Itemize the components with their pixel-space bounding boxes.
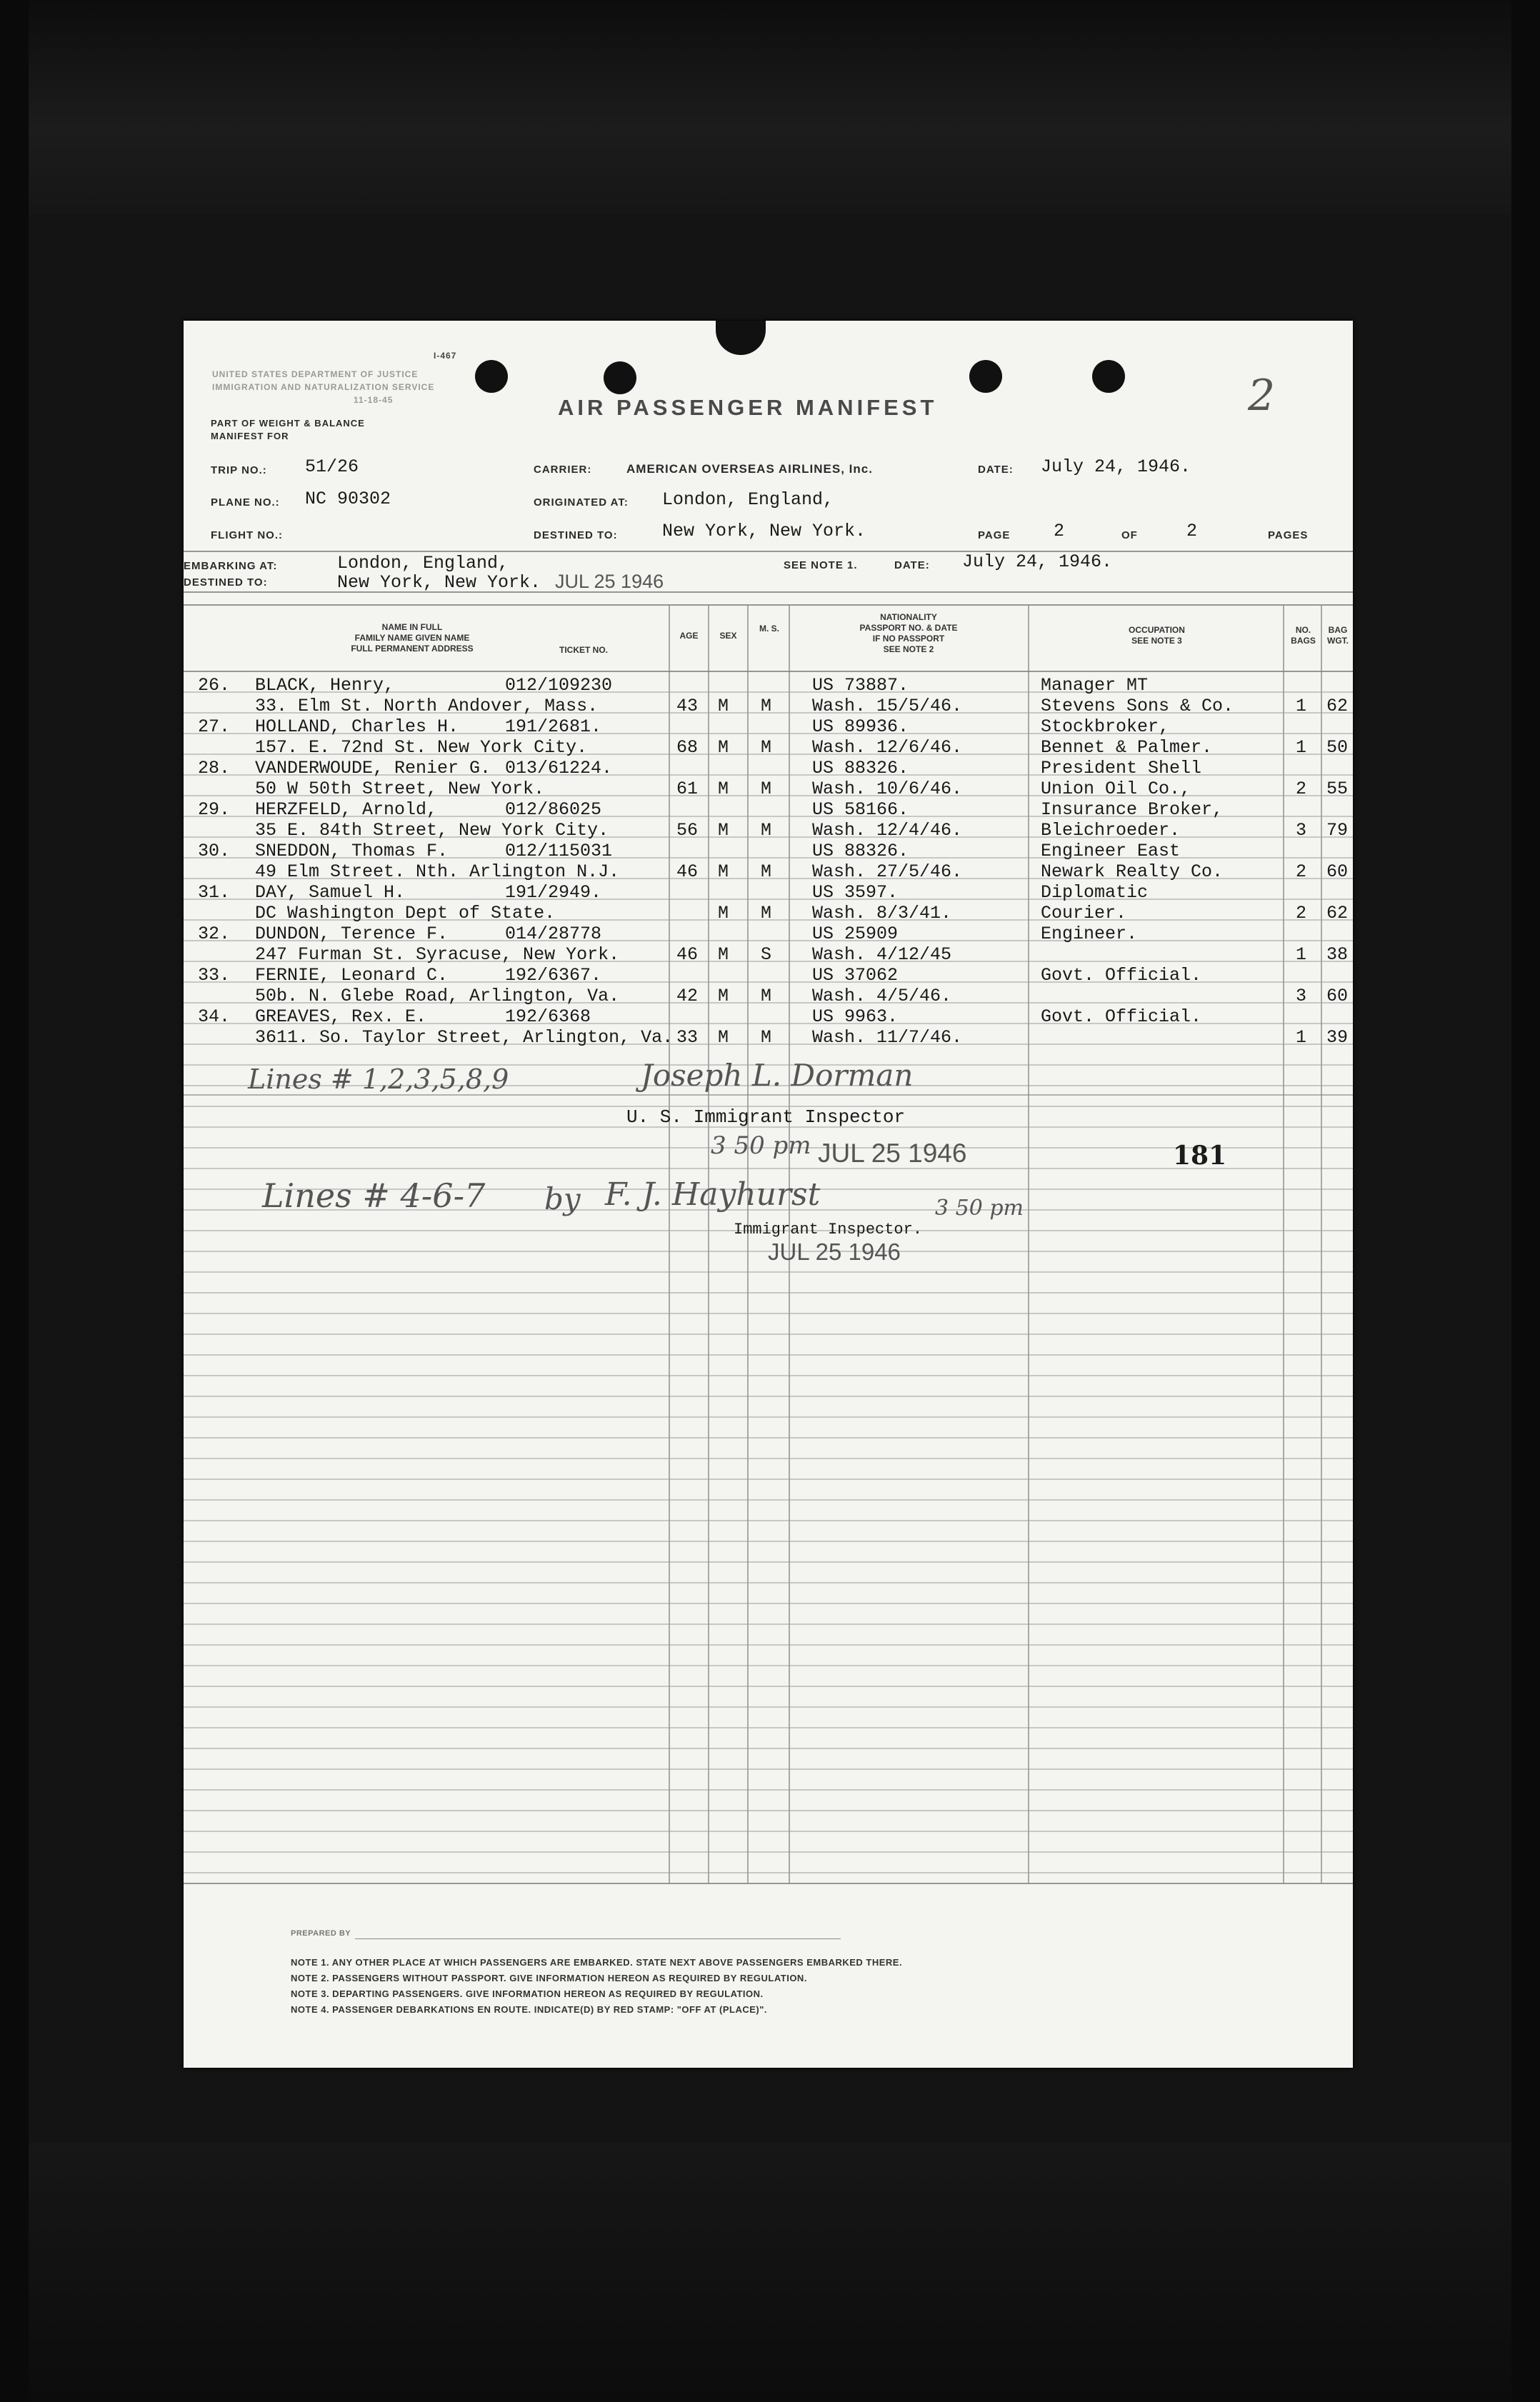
of-label: OF: [1121, 529, 1138, 541]
row-number: 31.: [198, 882, 231, 903]
row-number: 28.: [198, 758, 231, 779]
occupation-line2: Union Oil Co.,: [1041, 779, 1191, 799]
marital-status: M: [761, 737, 772, 758]
col-age-header: AGE: [679, 631, 699, 641]
inspector-title-1: U. S. Immigrant Inspector: [626, 1106, 906, 1128]
page-label: PAGE: [978, 529, 1011, 541]
marital-status: M: [761, 779, 772, 799]
time-note-2: 3 50 pm: [935, 1196, 1024, 1221]
bag-weight: 62: [1326, 696, 1349, 716]
marital-status: S: [761, 944, 772, 965]
passport-number: US 89936.: [812, 716, 909, 737]
footnote-2: NOTE 2. PASSENGERS WITHOUT PASSPORT. GIVE INFORMATION HEREON AS REQUIRED BY REGULATION.: [291, 1973, 807, 1983]
of-value: 2: [1186, 521, 1198, 541]
occupation-line1: Govt. Official.: [1041, 1006, 1202, 1027]
row-number: 27.: [198, 716, 231, 737]
row-number: 26.: [198, 675, 231, 696]
prepared-by-line: [355, 1938, 841, 1939]
passenger-age: 46: [676, 861, 699, 882]
bag-count: 1: [1296, 1027, 1307, 1048]
inspector-signature-2: F. J. Hayhurst: [605, 1176, 821, 1213]
embarking-value: London, England,: [337, 553, 509, 574]
inspector-title-2: Immigrant Inspector.: [734, 1221, 923, 1238]
bag-count: 1: [1296, 737, 1307, 758]
occupation-line1: Diplomatic: [1041, 882, 1149, 903]
film-edge-right: [1511, 0, 1540, 2402]
occupation-line2: Stevens Sons & Co.: [1041, 696, 1234, 716]
ticket-number: 012/109230: [505, 675, 613, 696]
part-of-line2: MANIFEST FOR: [211, 431, 289, 441]
row-number: 29.: [198, 799, 231, 820]
carrier-label: CARRIER:: [534, 464, 592, 476]
passenger-name: VANDERWOUDE, Renier G.: [255, 758, 491, 779]
col-occupation-header: OCCUPATION SEE NOTE 3: [1129, 625, 1185, 646]
bag-count: 2: [1296, 861, 1307, 882]
col-name-header: NAME IN FULL FAMILY NAME GIVEN NAME FULL PERMANENT ADDRESS: [351, 622, 474, 654]
passport-number: US 58166.: [812, 799, 909, 820]
passport-issue: Wash. 8/3/41.: [812, 903, 952, 924]
passport-number: US 88326.: [812, 758, 909, 779]
destined-label: DESTINED TO:: [534, 529, 618, 541]
passenger-sex: M: [718, 861, 729, 882]
lines-note-2: Lines # 4-6-7: [262, 1176, 486, 1215]
col-weight-header: BAG WGT.: [1327, 625, 1349, 646]
destined-value: New York, New York.: [662, 521, 866, 541]
occupation-line2: Bleichroeder.: [1041, 820, 1181, 841]
occupation-line1: Govt. Official.: [1041, 965, 1202, 986]
bag-weight: 79: [1326, 820, 1349, 841]
passport-issue: Wash. 12/4/46.: [812, 820, 963, 841]
bag-count: 2: [1296, 903, 1307, 924]
page-mark: 2: [1248, 371, 1276, 421]
see-note-1: SEE NOTE 1.: [784, 559, 858, 571]
manifest-page: [184, 321, 1353, 2068]
passenger-sex: M: [718, 820, 729, 841]
occupation-line1: President Shell: [1041, 758, 1202, 779]
occupation-line1: Manager MT: [1041, 675, 1149, 696]
occupation-line2: Newark Realty Co.: [1041, 861, 1224, 882]
ticket-number: 013/61224.: [505, 758, 613, 779]
date-value: July 24, 1946.: [1041, 456, 1191, 477]
origin-value: London, England,: [662, 489, 834, 510]
inspector-signature-1: Joseph L. Dorman: [641, 1058, 914, 1093]
occupation-line1: Insurance Broker,: [1041, 799, 1224, 820]
passenger-sex: M: [718, 1027, 729, 1048]
footnote-3: NOTE 3. DEPARTING PASSENGERS. GIVE INFORMATION HEREON AS REQUIRED BY REGULATION.: [291, 1988, 764, 1999]
col-ms-header: M. S.: [759, 624, 779, 634]
film-edge-left: [0, 0, 29, 2402]
bag-count: 3: [1296, 820, 1307, 841]
flight-label: FLIGHT NO.:: [211, 529, 283, 541]
footnote-4: NOTE 4. PASSENGER DEBARKATIONS EN ROUTE. INDICATE(D) BY RED STAMP: "OFF AT (PLACE)".: [291, 2004, 768, 2015]
marital-status: M: [761, 1027, 772, 1048]
passenger-sex: M: [718, 986, 729, 1006]
passenger-name: HERZFELD, Arnold,: [255, 799, 438, 820]
passenger-address: 50 W 50th Street, New York.: [255, 779, 545, 799]
occupation-line1: Stockbroker,: [1041, 716, 1170, 737]
passenger-name: GREAVES, Rex. E.: [255, 1006, 427, 1027]
date-label: DATE:: [978, 464, 1014, 476]
date-stamp-2: JUL 25 1946: [768, 1238, 901, 1265]
bag-weight: 60: [1326, 861, 1349, 882]
plane-label: PLANE NO.:: [211, 496, 280, 509]
passport-issue: Wash. 4/5/46.: [812, 986, 952, 1006]
passport-number: US 88326.: [812, 841, 909, 861]
occupation-line1: Engineer.: [1041, 924, 1138, 944]
col-ticket-header: TICKET NO.: [559, 645, 608, 655]
passport-number: US 9963.: [812, 1006, 899, 1027]
ticket-number: 012/115031: [505, 841, 613, 861]
embark-date-stamp: JUL 25 1946: [555, 571, 664, 592]
passport-issue: Wash. 12/6/46.: [812, 737, 963, 758]
ticket-number: 191/2681.: [505, 716, 602, 737]
row-number: 34.: [198, 1006, 231, 1027]
embark-destined-label: DESTINED TO:: [184, 576, 268, 589]
embarking-label: EMBARKING AT:: [184, 560, 278, 572]
passenger-sex: M: [718, 779, 729, 799]
ticket-number: 191/2949.: [505, 882, 602, 903]
passport-issue: Wash. 11/7/46.: [812, 1027, 963, 1048]
bag-weight: 60: [1326, 986, 1349, 1006]
occupation-line2: Bennet & Palmer.: [1041, 737, 1213, 758]
passenger-name: FERNIE, Leonard C.: [255, 965, 449, 986]
plane-value: NC 90302: [305, 489, 391, 509]
passenger-name: DAY, Samuel H.: [255, 882, 406, 903]
passenger-sex: M: [718, 696, 729, 716]
passport-issue: Wash. 15/5/46.: [812, 696, 963, 716]
passenger-name: HOLLAND, Charles H.: [255, 716, 459, 737]
origin-label: ORIGINATED AT:: [534, 496, 629, 509]
ticket-number: 192/6367.: [505, 965, 602, 986]
bag-count: 1: [1296, 696, 1307, 716]
ticket-number: 192/6368: [505, 1006, 591, 1027]
passenger-sex: M: [718, 944, 729, 965]
passenger-age: 68: [676, 737, 699, 758]
passenger-sex: M: [718, 903, 729, 924]
bag-weight: 62: [1326, 903, 1349, 924]
carrier-value: AMERICAN OVERSEAS AIRLINES, Inc.: [626, 462, 873, 476]
passenger-name: SNEDDON, Thomas F.: [255, 841, 449, 861]
passport-number: US 25909: [812, 924, 899, 944]
passport-number: US 3597.: [812, 882, 899, 903]
marital-status: M: [761, 861, 772, 882]
passenger-age: 33: [676, 1027, 699, 1048]
form-number: I-467: [434, 351, 457, 361]
prepared-by: PREPARED BY: [291, 1929, 351, 1938]
passport-number: US 73887.: [812, 675, 909, 696]
passenger-age: 43: [676, 696, 699, 716]
row-number: 32.: [198, 924, 231, 944]
embark-date-value: July 24, 1946.: [962, 551, 1113, 572]
passport-number: US 37062: [812, 965, 899, 986]
passport-issue: Wash. 10/6/46.: [812, 779, 963, 799]
pages-label: PAGES: [1268, 529, 1309, 541]
film-border-bottom: [0, 2143, 1540, 2402]
passenger-name: BLACK, Henry,: [255, 675, 395, 696]
passenger-age: 56: [676, 820, 699, 841]
trip-label: TRIP NO.:: [211, 464, 267, 476]
bag-count: 3: [1296, 986, 1307, 1006]
ticket-number: 014/28778: [505, 924, 602, 944]
page-value: 2: [1054, 521, 1065, 541]
col-nationality-header: NATIONALITY PASSPORT NO. & DATE IF NO PASSPORT SEE NOTE 2: [859, 612, 958, 654]
passenger-address: 35 E. 84th Street, New York City.: [255, 820, 609, 841]
part-of-line1: PART OF WEIGHT & BALANCE: [211, 418, 365, 429]
time-note-1: 3 50 pm: [711, 1131, 811, 1160]
row-number: 30.: [198, 841, 231, 861]
agency-line2: IMMIGRATION AND NATURALIZATION SERVICE: [212, 382, 435, 392]
embark-date-label: DATE:: [894, 559, 930, 571]
lines-note-1: Lines # 1,2,3,5,8,9: [248, 1064, 509, 1095]
form-date: 11-18-45: [354, 395, 394, 405]
trip-value: 51/26: [305, 456, 359, 477]
row-number: 33.: [198, 965, 231, 986]
passenger-address: 33. Elm St. North Andover, Mass.: [255, 696, 599, 716]
marital-status: M: [761, 696, 772, 716]
agency-line1: UNITED STATES DEPARTMENT OF JUSTICE: [212, 369, 419, 379]
bag-weight: 39: [1326, 1027, 1349, 1048]
occupation-line2: Courier.: [1041, 903, 1127, 924]
passenger-address: DC Washington Dept of State.: [255, 903, 556, 924]
ticket-number: 012/86025: [505, 799, 602, 820]
passenger-address: 3611. So. Taylor Street, Arlington, Va.: [255, 1027, 674, 1048]
passenger-age: 42: [676, 986, 699, 1006]
bag-count: 1: [1296, 944, 1307, 965]
passenger-name: DUNDON, Terence F.: [255, 924, 449, 944]
passenger-sex: M: [718, 737, 729, 758]
passenger-age: 46: [676, 944, 699, 965]
film-border-top: [0, 0, 1540, 214]
col-sex-header: SEX: [719, 631, 737, 641]
by-note: by: [544, 1181, 581, 1216]
bag-weight: 55: [1326, 779, 1349, 799]
marital-status: M: [761, 903, 772, 924]
date-stamp-1: JUL 25 1946: [818, 1139, 967, 1168]
col-bags-header: NO. BAGS: [1291, 625, 1316, 646]
passport-issue: Wash. 27/5/46.: [812, 861, 963, 882]
passenger-address: 247 Furman St. Syracuse, New York.: [255, 944, 620, 965]
footnote-1: NOTE 1. ANY OTHER PLACE AT WHICH PASSENGERS ARE EMBARKED. STATE NEXT ABOVE PASSENGERS EMBARKED THERE.: [291, 1957, 903, 1968]
passenger-age: 61: [676, 779, 699, 799]
marital-status: M: [761, 820, 772, 841]
occupation-line1: Engineer East: [1041, 841, 1181, 861]
embark-destined-value: New York, New York.: [337, 572, 541, 593]
passenger-address: 49 Elm Street. Nth. Arlington N.J.: [255, 861, 620, 882]
bag-count: 2: [1296, 779, 1307, 799]
manifest-title: AIR PASSENGER MANIFEST: [558, 395, 938, 420]
bag-weight: 38: [1326, 944, 1349, 965]
marital-status: M: [761, 986, 772, 1006]
passenger-total: 181: [1173, 1141, 1227, 1171]
passenger-address: 50b. N. Glebe Road, Arlington, Va.: [255, 986, 620, 1006]
bag-weight: 50: [1326, 737, 1349, 758]
passport-issue: Wash. 4/12/45: [812, 944, 952, 965]
passenger-address: 157. E. 72nd St. New York City.: [255, 737, 588, 758]
